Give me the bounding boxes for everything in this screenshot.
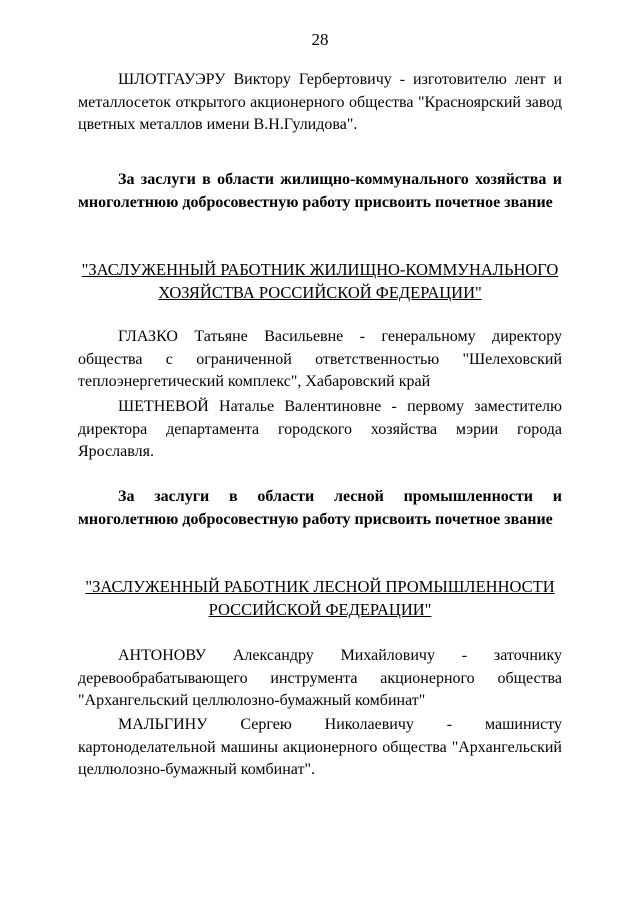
award-entry: МАЛЬГИНУ Сергею Николаевичу - машинисту картоноделательной машины акционерного общества "Архангельский целлюлозно-бумажный комбинат". <box>78 716 562 778</box>
award-title-line: ХОЗЯЙСТВА РОССИЙСКОЙ ФЕДЕРАЦИИ" <box>158 283 482 302</box>
award-entry: ШЕТНЕВОЙ Наталье Валентиновне - первому заместителю директора департамента городского хозяйства мэрии города Ярославля. <box>78 398 562 460</box>
award-entry: АНТОНОВУ Александру Михайловичу - заточнику деревообрабатывающего инструмента акционерного общества "Архангельский целлюлозно-бумажный комбинат" <box>78 647 562 709</box>
award-title-line: "ЗАСЛУЖЕННЫЙ РАБОТНИК ЖИЛИЩНО-КОММУНАЛЬНОГО <box>81 260 559 279</box>
section-intro: За заслуги в области жилищно-коммунального хозяйства и многолетнюю добросовестную работу присвоить почетное звание <box>78 171 562 211</box>
award-title <box>78 258 562 304</box>
award-title-line: РОССИЙСКОЙ ФЕДЕРАЦИИ" <box>208 600 432 619</box>
page-number: 28 <box>311 30 329 49</box>
section-intro: За заслуги в области лесной промышленности и многолетнюю добросовестную работу присвоить почетное звание <box>78 488 562 528</box>
award-title <box>78 575 562 621</box>
award-entry: ГЛАЗКО Татьяне Васильевне - генеральному директору общества с ограниченной ответственностью "Шелеховский теплоэнергетический комплекс", Хабаровский край <box>78 328 562 390</box>
award-title-line: "ЗАСЛУЖЕННЫЙ РАБОТНИК ЛЕСНОЙ ПРОМЫШЛЕННОСТИ <box>85 577 555 596</box>
award-entry: ШЛОТГАУЭРУ Виктору Гербертовичу - изготовителю лент и металлосеток открытого акционерного общества "Красноярский завод цветных металлов имени В.Н.Гулидова". <box>78 71 562 133</box>
